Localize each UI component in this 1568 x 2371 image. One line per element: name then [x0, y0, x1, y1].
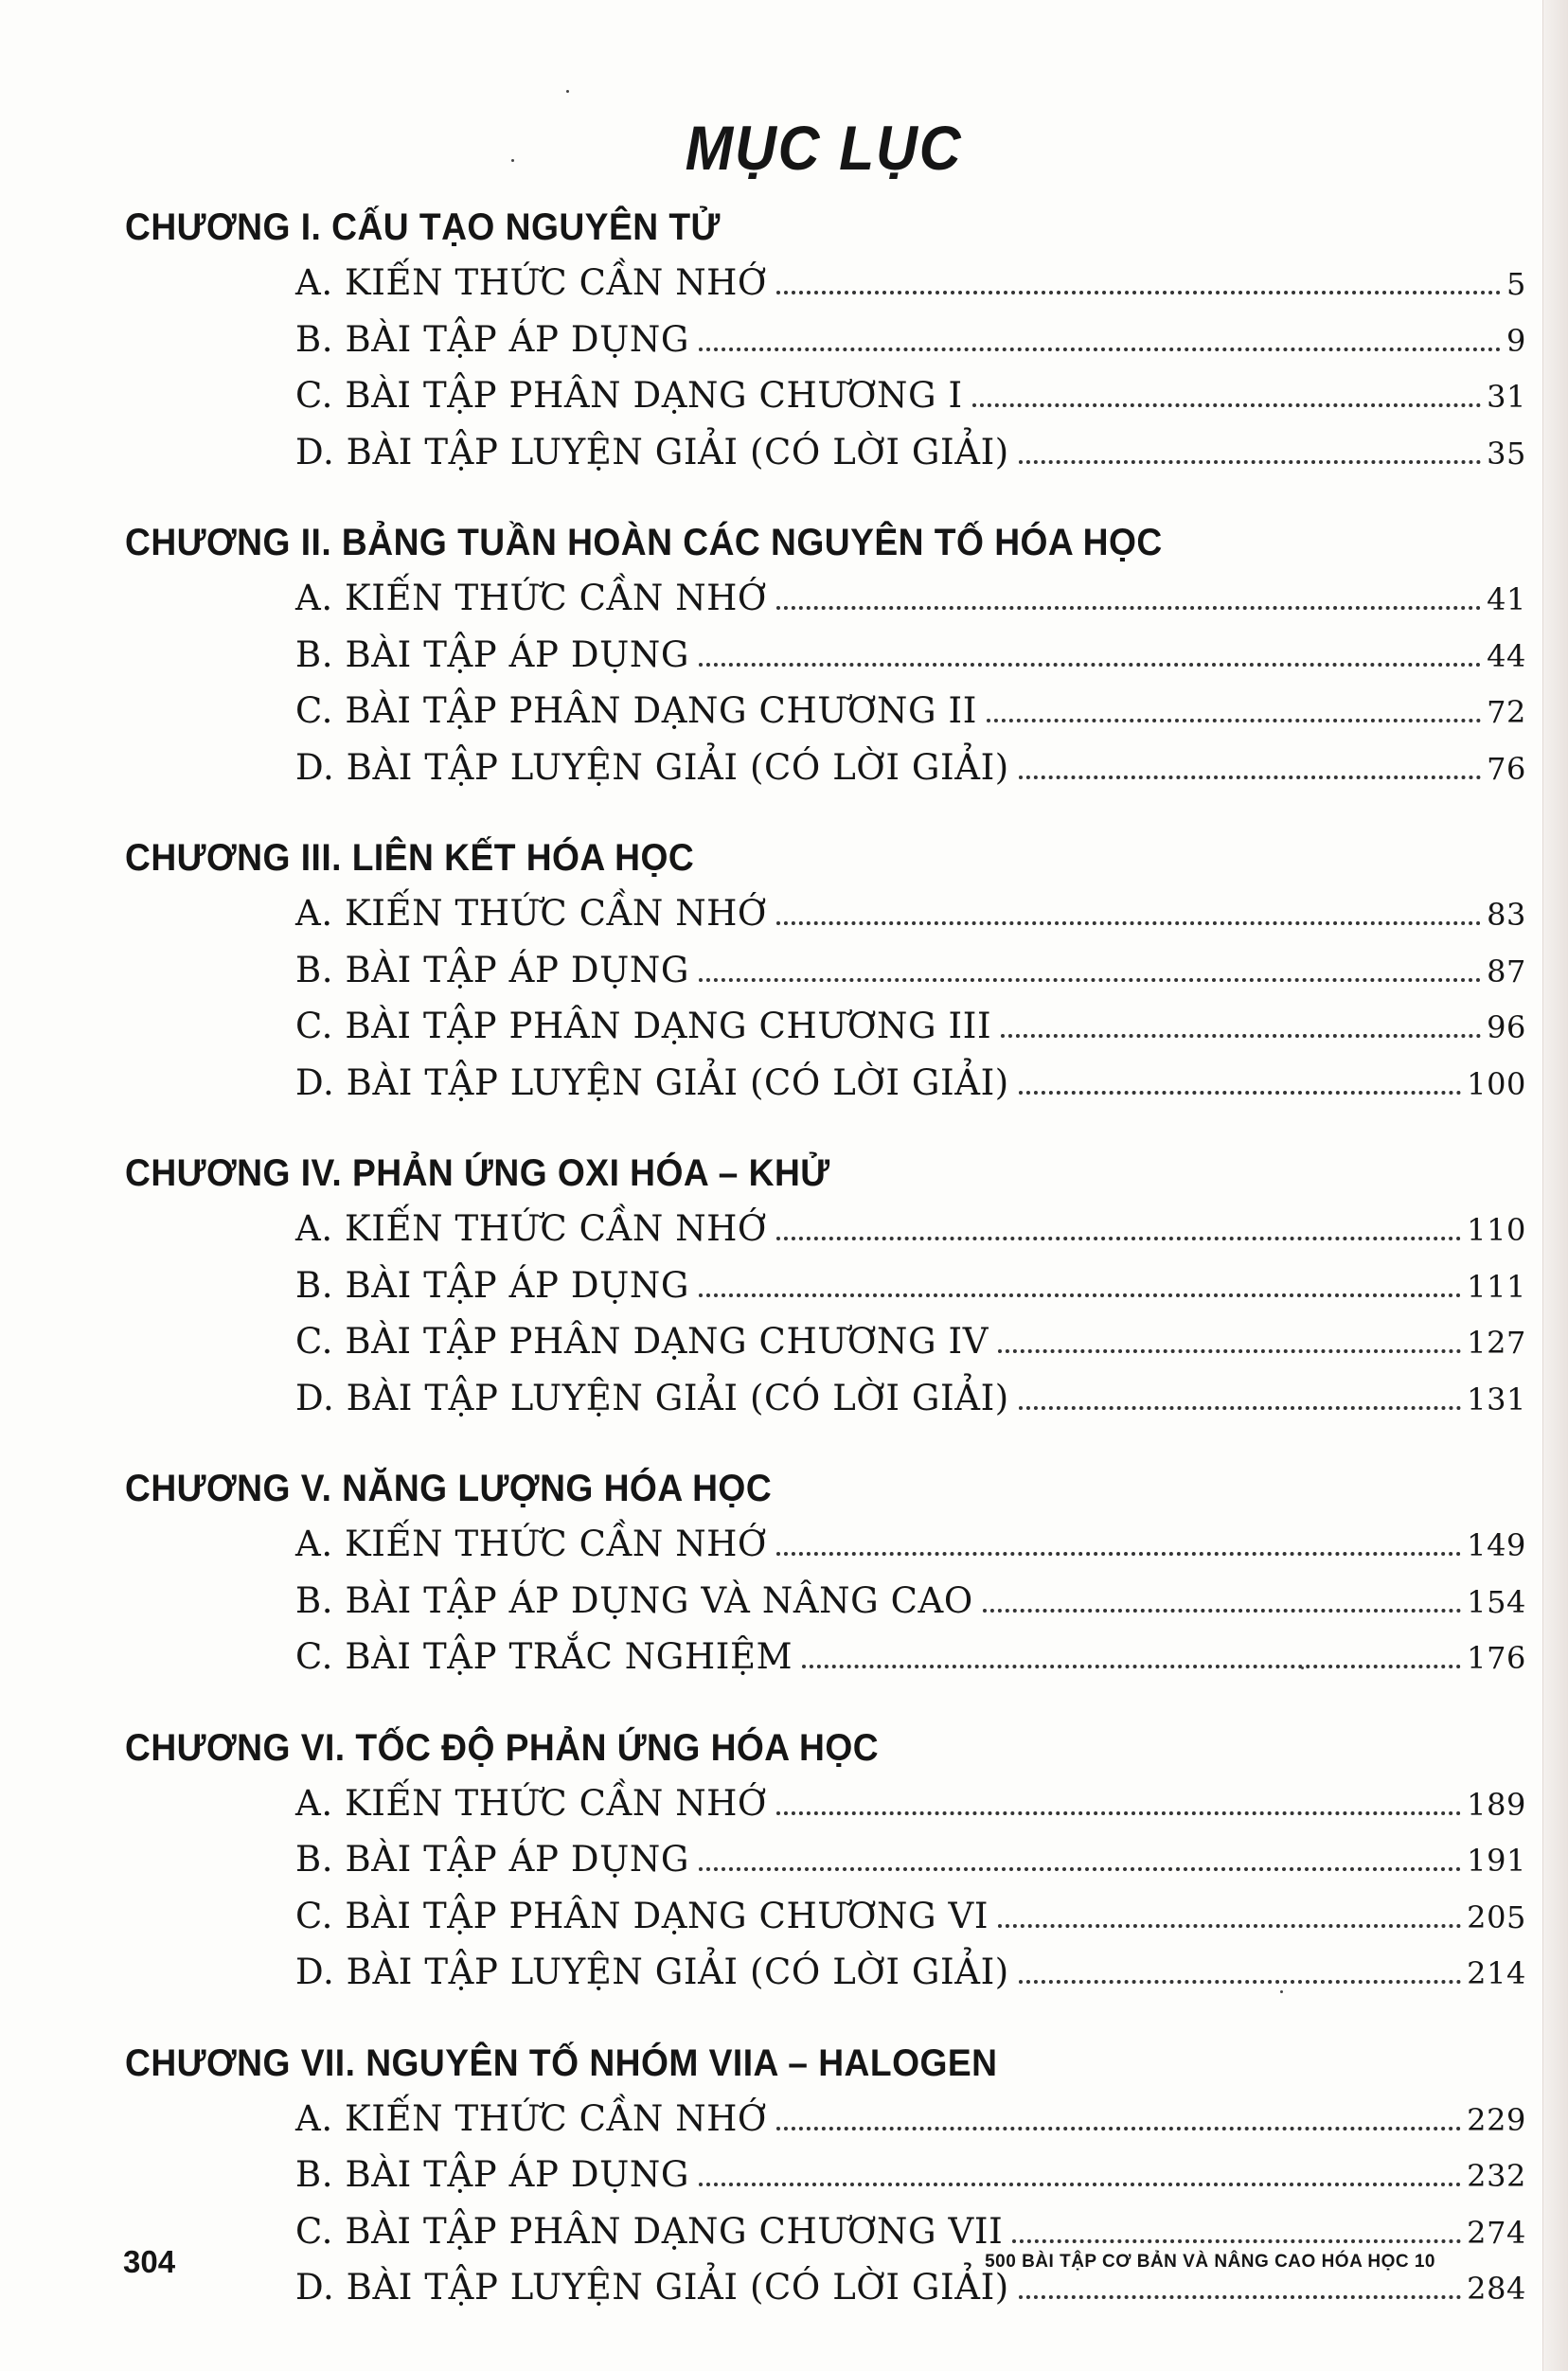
chapter-spacer [125, 1426, 1526, 1462]
entry-page-number: 87 [1487, 953, 1526, 989]
chapter-spacer [125, 795, 1526, 831]
dot-leader [1019, 2295, 1461, 2299]
entry-label: D. BÀI TẬP LUYỆN GIẢI (CÓ LỜI GIẢI) [295, 2267, 1009, 2308]
page-title: MỤC LỤC [685, 113, 963, 183]
entry-page-number: 83 [1487, 897, 1526, 933]
entry-page-number: 232 [1467, 2158, 1526, 2194]
entry-label: C. BÀI TẬP PHÂN DẠNG CHƯƠNG III [295, 1006, 992, 1046]
toc-entry [295, 683, 1526, 740]
entry-page-number: 5 [1506, 266, 1526, 302]
dot-leader [776, 921, 1481, 925]
dot-leader [776, 2127, 1461, 2130]
toc-chapter [125, 831, 1526, 1111]
toc-entry [295, 1055, 1526, 1112]
entry-label: B. BÀI TẬP ÁP DỤNG [295, 1839, 690, 1880]
page-edge [1542, 0, 1568, 2371]
dot-leader [1012, 2239, 1461, 2243]
dot-leader [776, 606, 1481, 610]
entry-label: B. BÀI TẬP ÁP DỤNG [295, 633, 690, 675]
entry-page-number: 72 [1487, 694, 1526, 730]
chapter-title: CHƯƠNG VII. NGUYÊN TỐ NHÓM VIIA – HALOGEN [125, 2041, 998, 2084]
entry-page-number: 41 [1487, 581, 1526, 617]
chapter-spacer [125, 2001, 1526, 2037]
entry-label: D. BÀI TẬP LUYỆN GIẢI (CÓ LỜI GIẢI) [295, 746, 1009, 788]
chapter-title: CHƯƠNG IV. PHẢN ỨNG OXI HÓA – KHỬ [125, 1152, 830, 1194]
dot-leader [699, 1867, 1461, 1871]
entry-page-number: 205 [1467, 1899, 1526, 1935]
dot-leader [983, 1609, 1461, 1613]
entry-page-number: 110 [1467, 1212, 1526, 1248]
entry-page-number: 35 [1487, 435, 1526, 472]
entry-label: C. BÀI TẬP PHÂN DẠNG CHƯƠNG VI [295, 1895, 989, 1936]
dot-leader [972, 403, 1481, 407]
entry-page-number: 100 [1467, 1065, 1526, 1102]
toc-entry [295, 424, 1526, 481]
entry-page-number: 176 [1467, 1640, 1526, 1676]
entry-label: B. BÀI TẬP ÁP DỤNG [295, 949, 690, 990]
dot-leader [776, 291, 1501, 294]
entry-page-number: 191 [1467, 1843, 1526, 1879]
entry-page-number: 9 [1506, 322, 1526, 359]
toc-chapter [125, 516, 1526, 795]
chapter-title: CHƯƠNG I. CẤU TẠO NGUYÊN TỬ [125, 206, 721, 248]
toc-chapter [125, 2037, 1526, 2316]
dot-leader [699, 1293, 1461, 1297]
entry-label: B. BÀI TẬP ÁP DỤNG [295, 318, 690, 360]
entry-page-number: 76 [1487, 750, 1526, 787]
toc-chapter [125, 201, 1526, 480]
entry-label: A. KIẾN THỨC CẦN NHỚ [295, 893, 767, 934]
toc-entry [295, 1944, 1526, 2001]
toc-entry [295, 1370, 1526, 1427]
entry-page-number: 189 [1467, 1786, 1526, 1823]
toc-entry [295, 367, 1526, 424]
toc-entry [295, 1201, 1526, 1257]
dot-leader [776, 1237, 1461, 1240]
entry-label: B. BÀI TẬP ÁP DỤNG [295, 1264, 690, 1306]
dot-leader [998, 1349, 1461, 1353]
toc-entry [295, 1629, 1526, 1685]
entry-label: D. BÀI TẬP LUYỆN GIẢI (CÓ LỜI GIẢI) [295, 1061, 1009, 1103]
dot-leader [1019, 775, 1481, 779]
toc-entry [295, 1831, 1526, 1888]
scan-speck [566, 90, 569, 93]
entry-page-number: 44 [1487, 637, 1526, 674]
toc-entry [295, 885, 1526, 942]
dot-leader [802, 1665, 1461, 1668]
footer-page-number: 304 [123, 2244, 176, 2279]
dot-leader [1019, 1406, 1461, 1410]
toc-chapter [125, 1721, 1526, 2001]
entry-page-number: 214 [1467, 1955, 1526, 1991]
toc-entry [295, 1888, 1526, 1945]
dot-leader [776, 1552, 1461, 1556]
chapter-spacer [125, 1111, 1526, 1147]
entry-label: C. BÀI TẬP PHÂN DẠNG CHƯƠNG VII [295, 2210, 1004, 2252]
entry-label: C. BÀI TẬP PHÂN DẠNG CHƯƠNG II [295, 690, 977, 731]
toc-entry [295, 1516, 1526, 1573]
dot-leader [1019, 460, 1481, 464]
entry-label: A. KIẾN THỨC CẦN NHỚ [295, 2097, 767, 2139]
toc-entry [295, 2147, 1526, 2203]
entry-page-number: 284 [1467, 2271, 1526, 2307]
toc-entry [295, 942, 1526, 999]
footer-book-title: 500 BÀI TẬP CƠ BẢN VÀ NÂNG CAO HÓA HỌC 10 [985, 2252, 1435, 2272]
chapter-title: CHƯƠNG III. LIÊN KẾT HÓA HỌC [125, 837, 695, 879]
toc-chapter [125, 1147, 1526, 1426]
toc-entry [295, 570, 1526, 627]
chapter-spacer [125, 1685, 1526, 1721]
dot-leader [987, 719, 1481, 722]
entry-label: A. KIẾN THỨC CẦN NHỚ [295, 1208, 767, 1249]
table-of-contents [125, 201, 1526, 2316]
dot-leader [699, 348, 1501, 351]
entry-label: A. KIẾN THỨC CẦN NHỚ [295, 262, 767, 303]
toc-entry [295, 998, 1526, 1055]
dot-leader [1019, 1980, 1461, 1984]
dot-leader [998, 1924, 1461, 1928]
toc-entry [295, 2091, 1526, 2148]
entry-label: D. BÀI TẬP LUYỆN GIẢI (CÓ LỜI GIẢI) [295, 431, 1009, 472]
dot-leader [1001, 1034, 1481, 1038]
entry-label: C. BÀI TẬP TRẮC NGHIỆM [295, 1636, 793, 1677]
entry-page-number: 274 [1467, 2214, 1526, 2251]
toc-chapter [125, 1462, 1526, 1685]
toc-entry [295, 1257, 1526, 1314]
toc-entry [295, 627, 1526, 684]
entry-label: B. BÀI TẬP ÁP DỤNG [295, 2154, 690, 2195]
scan-speck [511, 159, 514, 162]
dot-leader [699, 978, 1481, 982]
chapter-title: CHƯƠNG VI. TỐC ĐỘ PHẢN ỨNG HÓA HỌC [125, 1726, 880, 1769]
entry-page-number: 229 [1467, 2101, 1526, 2138]
dot-leader [699, 2183, 1461, 2186]
toc-entry [295, 740, 1526, 796]
entry-label: A. KIẾN THỨC CẦN NHỚ [295, 1782, 767, 1824]
dot-leader [699, 663, 1481, 667]
scan-speck [1280, 1990, 1283, 1993]
dot-leader [1019, 1091, 1461, 1095]
entry-label: C. BÀI TẬP PHÂN DẠNG CHƯƠNG I [295, 375, 963, 416]
scan-speck [1301, 1667, 1304, 1669]
entry-page-number: 154 [1467, 1583, 1526, 1620]
entry-page-number: 96 [1487, 1009, 1526, 1045]
entry-label: C. BÀI TẬP PHÂN DẠNG CHƯƠNG IV [295, 1321, 989, 1362]
chapter-title: CHƯƠNG II. BẢNG TUẦN HOÀN CÁC NGUYÊN TỐ HÓA HỌC [125, 522, 1163, 563]
entry-page-number: 149 [1467, 1527, 1526, 1563]
entry-label: B. BÀI TẬP ÁP DỤNG VÀ NÂNG CAO [295, 1579, 973, 1621]
toc-entry [295, 1313, 1526, 1370]
toc-entry [295, 312, 1526, 368]
entry-label: D. BÀI TẬP LUYỆN GIẢI (CÓ LỜI GIẢI) [295, 1377, 1009, 1418]
chapter-title: CHƯƠNG V. NĂNG LƯỢNG HÓA HỌC [125, 1468, 773, 1509]
entry-label: A. KIẾN THỨC CẦN NHỚ [295, 1524, 767, 1564]
entry-page-number: 127 [1467, 1325, 1526, 1361]
entry-page-number: 31 [1487, 379, 1526, 415]
entry-label: D. BÀI TẬP LUYỆN GIẢI (CÓ LỜI GIẢI) [295, 1952, 1009, 1992]
dot-leader [776, 1811, 1461, 1815]
chapter-spacer [125, 480, 1526, 516]
entry-label: A. KIẾN THỨC CẦN NHỚ [295, 578, 767, 618]
toc-entry [295, 255, 1526, 312]
toc-entry [295, 1775, 1526, 1832]
entry-page-number: 131 [1467, 1381, 1526, 1417]
toc-entry [295, 1573, 1526, 1630]
entry-page-number: 111 [1467, 1268, 1526, 1305]
